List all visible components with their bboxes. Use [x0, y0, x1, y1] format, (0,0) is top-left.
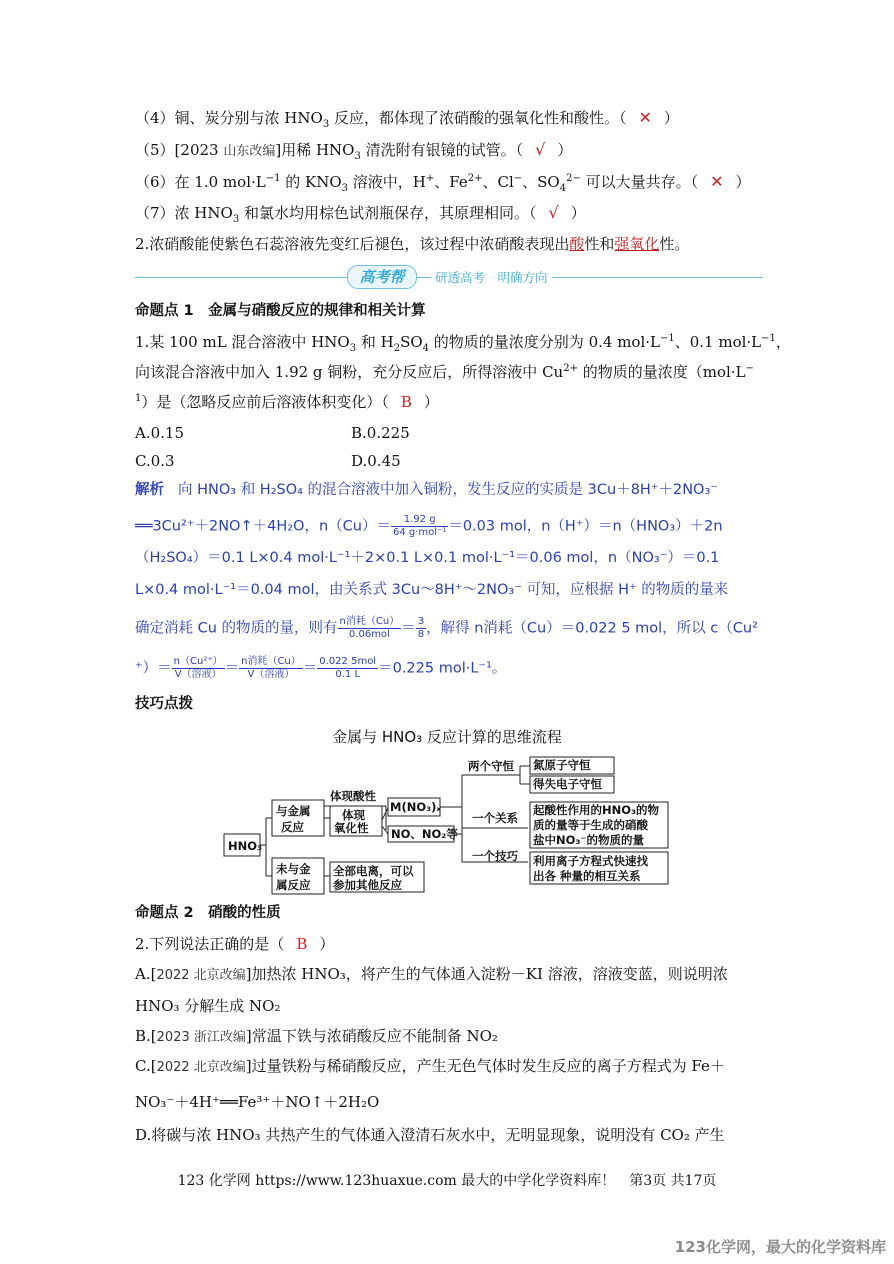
- flow-tech-1: 利用离子方程式快速找: [533, 854, 648, 868]
- question-2-fill: 2.浓硝酸能使紫色石蕊溶液先变红后褪色，该过程中浓硝酸表现出酸性和强氧化性。: [135, 235, 690, 253]
- option-2b: B.[2023 浙江改编]常温下铁与浓硝酸反应不能制备 NO₂: [135, 1027, 498, 1045]
- banner-subtitle: 研透高考 明确方向: [431, 268, 552, 286]
- cross-mark: ✕: [710, 172, 724, 191]
- flow-react-1: 与金属: [276, 804, 311, 818]
- check-mark: √: [548, 203, 559, 222]
- problem-1-line-3: $^1$）是（忽略反应前后溶液体积变化）（ B ）: [135, 393, 439, 411]
- source-tag: 山东改编: [223, 144, 276, 159]
- tips-label: 技巧点拨: [135, 696, 193, 712]
- option-c: C.0.3: [135, 452, 175, 470]
- solution-line-5: 确定消耗 Cu 的物质的量，则有 $\frac{\text{n消耗（Cu）}}{\text{0.06mol}}$ ＝ $\frac{3}{8}$ ，解得 n消耗（Cu）＝0.022 5 mol，所以 c（Cu²: [135, 616, 758, 640]
- flow-title: 金属与 HNO₃ 反应计算的思维流程: [332, 728, 562, 746]
- problem-2-question: 2.下列说法正确的是（ B ）: [135, 935, 335, 953]
- topic-2-title: 命题点 2 硝酸的性质: [135, 905, 281, 921]
- option-2a-line-1: A.[2022 北京改编]加热浓 HNO₃，将产生的气体通入淀粉－KI 溶液，溶液变蓝，则说明浓: [135, 965, 728, 983]
- statement-4: （4）铜、炭分别与浓 $HNO_3$ 反应，都体现了浓硝酸的强氧化性和酸性。（ ✕ ）: [135, 108, 679, 130]
- statement-6: （6）在 1.0 $mol\cdot L^{-1}$ 的 $KNO_3$ 溶液中，H+、$Fe^{2+}$、Cl−、$SO_4^{2-}$ 可以大量共存。（ ✕ ）: [135, 172, 751, 194]
- solution-line-4: L×0.4 mol·L⁻¹＝0.04 mol，由关系式 3Cu～8H⁺～2NO₃⁻ 可知，应根据 H⁺ 的物质的量来: [135, 582, 729, 598]
- flow-acid: 体现酸性: [330, 789, 376, 803]
- flow-rel-3: 盐中NO₃⁻的物质的量: [533, 833, 645, 847]
- option-2c-line-2: NO₃⁻＋4H⁺══Fe³⁺＋NO↑＋2H₂O: [135, 1093, 380, 1111]
- solution-label: 解析: [135, 482, 164, 498]
- solution-line-6: ⁺）＝ $\frac{\text{n（Cu²⁺）}}{\text{V（溶液）}}$ ＝ $\frac{\text{n消耗（Cu）}}{\text{V（溶液）}}$ ＝ $\frac{\text{0.022 5mol}}{0.1 L}$ ＝0.225 mol·L⁻¹。: [135, 656, 507, 680]
- flow-ion-1: 全部电离，可以: [333, 864, 414, 878]
- flow-ion-2: 参加其他反应: [333, 878, 402, 892]
- option-a: A.0.15: [135, 424, 184, 442]
- answer-mark: B: [296, 935, 308, 953]
- flow-cons-1: 氮原子守恒: [533, 758, 591, 772]
- check-mark: √: [535, 140, 546, 159]
- banner-title: 高考帮: [347, 265, 417, 289]
- flow-rel-1: 起酸性作用的HNO₃的物: [533, 803, 660, 817]
- flow-tech: 一个技巧: [472, 849, 518, 863]
- flow-noreact-2: 属反应: [276, 878, 311, 892]
- topic-1-title: 命题点 1 金属与硝酸反应的规律和相关计算: [135, 303, 426, 319]
- flow-rel-2: 质的量等于生成的硝酸: [533, 818, 648, 832]
- flow-ox-2: 氧化性: [334, 821, 369, 835]
- flow-no: NO、NO₂等: [391, 827, 458, 841]
- flow-hno3: HNO₃: [228, 839, 263, 853]
- solution-line-3: （H₂SO₄）＝0.1 L×0.4 mol·L⁻¹＋2×0.1 L×0.1 mol·L⁻¹＝0.06 mol，n（NO₃⁻）＝0.1: [135, 550, 720, 566]
- option-2a-line-2: HNO₃ 分解生成 NO₂: [135, 997, 281, 1015]
- flow-cons-2: 得失电子守恒: [533, 777, 602, 791]
- flow-react-2: 反应: [281, 820, 304, 834]
- solution-line-2: ══3Cu²⁺＋2NO↑＋4H₂O，n（Cu）＝ $\frac{1.92 g}{\text{64 g·mol⁻¹}}$ ＝0.03 mol，n（H⁺）＝n（HNO₃）＋2n: [135, 514, 723, 538]
- option-d: D.0.45: [351, 452, 401, 470]
- option-2d: D.将碳与浓 HNO₃ 共热产生的气体通入澄清石灰水中，无明显现象，说明没有 CO₂ 产生: [135, 1126, 725, 1144]
- cross-mark: ✕: [638, 108, 652, 127]
- flow-ox-1: 体现: [342, 808, 365, 822]
- option-2c-line-1: C.[2022 北京改编]过量铁粉与稀硝酸反应，产生无色气体时发生反应的离子方程式为 Fe＋: [135, 1057, 725, 1075]
- problem-1-line-2: 向该混合溶液中加入 1.92 g 铜粉，充分反应后，所得溶液中 $Cu^{2+}$ 的物质的量浓度（mol·L−: [135, 363, 754, 381]
- flow-noreact-1: 未与金: [276, 862, 311, 876]
- statement-7: （7）浓 $HNO_3$ 和氯水均用棕色试剂瓶保存，其原理相同。（ √ ）: [135, 203, 586, 225]
- option-b: B.0.225: [351, 424, 410, 442]
- flow-tech-2: 出各 种量的相互关系: [533, 869, 641, 883]
- watermark: 123化学网，最大的化学资料库: [674, 1238, 886, 1256]
- flow-cons: 两个守恒: [468, 759, 514, 773]
- statement-5: （5）[2023 山东改编]用稀 $HNO_3$ 清洗附有银镜的试管。（ √ ）: [135, 140, 573, 162]
- page-footer: 123 化学网 https://www.123huaxue.com 最大的中学化学资料库！ 第3页 共17页: [177, 1173, 717, 1189]
- problem-1-line-1: 1.某 100 mL 混合溶液中 $HNO_3$ 和 $H_2SO_4$ 的物质的量浓度分别为 0.4 $mol\cdot L^{-1}$、0.1 $mol\cdot L^{-1}$，: [135, 333, 791, 354]
- flow-mno3: M(NO₃)ₓ: [390, 800, 442, 814]
- flow-rel: 一个关系: [472, 811, 518, 825]
- answer-mark: B: [400, 393, 412, 411]
- solution-line-1: 解析 向 HNO₃ 和 H₂SO₄ 的混合溶液中加入铜粉，发生反应的实质是 3Cu＋8H⁺＋2NO₃⁻: [135, 482, 718, 498]
